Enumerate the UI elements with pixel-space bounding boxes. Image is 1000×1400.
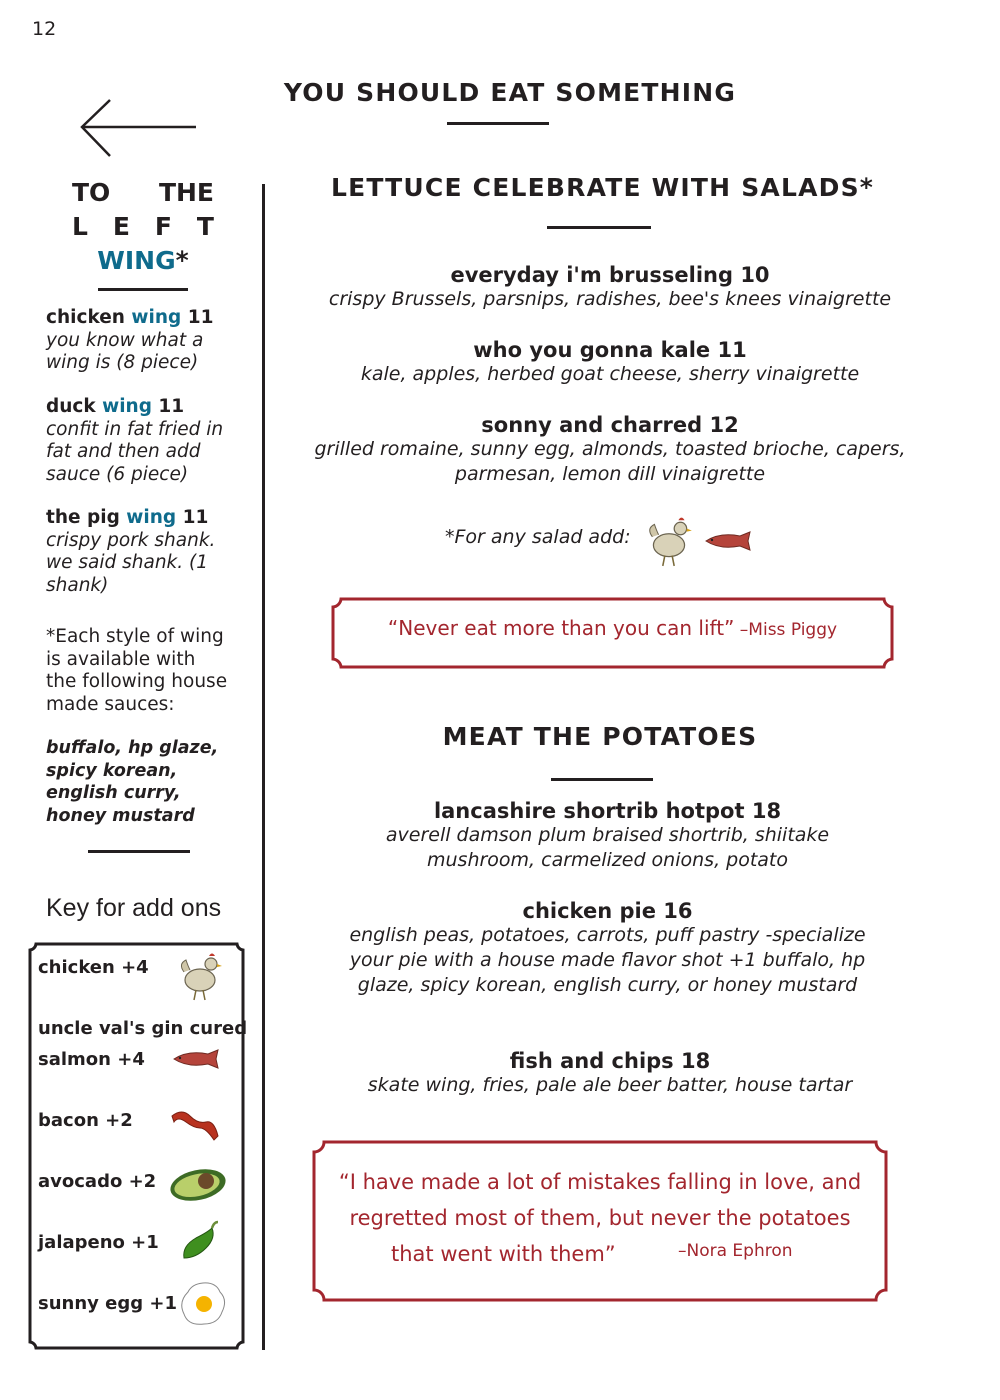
arrow-left-icon xyxy=(78,98,198,160)
menu-item xyxy=(300,413,920,487)
wings-title-word: THE xyxy=(158,178,214,207)
jalapeno-icon xyxy=(178,1220,222,1264)
key-egg-label: sunny egg +1 xyxy=(38,1293,178,1314)
dish-description: crispy Brussels, parsnips, radishes, bee's knees vinaigrette xyxy=(328,288,892,310)
dish-name: everyday i'm brusseling 10 xyxy=(450,263,770,287)
sauce-list: buffalo, hp glaze, spicy korean, english curry, honey mustard xyxy=(46,738,219,826)
quote-line: “I have made a lot of mistakes falling in love, and xyxy=(338,1170,862,1194)
wing-price: 11 xyxy=(181,307,214,328)
title-divider xyxy=(447,122,549,125)
avocado-icon xyxy=(168,1165,228,1205)
wing-description: you know what a wing is (8 piece) xyxy=(46,329,204,373)
dish-description: kale, apples, herbed goat cheese, sherry vinaigrette xyxy=(360,363,860,385)
wing-description: confit in fat fried in fat and then add sauce (6 piece) xyxy=(46,418,224,485)
page-number: 12 xyxy=(32,18,57,40)
quote-text: “Never eat more than you can lift” xyxy=(387,616,735,640)
key-salmon-label-line1: uncle val's gin cured xyxy=(38,1018,248,1039)
salad-addon-note: *For any salad add: xyxy=(445,526,631,548)
dish-description: english peas, potatoes, carrots, puff pastry -specialize your pie with a house made flavor shot +1 buffalo, hp glaze, spicy korean, english curry, or honey mustard xyxy=(349,924,866,996)
dish-name: who you gonna kale 11 xyxy=(473,338,747,362)
chicken-icon xyxy=(178,950,222,1002)
dish-name: sonny and charred 12 xyxy=(481,413,739,437)
wing-name: duck xyxy=(46,396,103,417)
quote-line: that went with them” xyxy=(391,1242,616,1266)
wings-divider xyxy=(98,288,188,291)
wings-title-letter: E xyxy=(112,212,130,241)
dish-name: fish and chips 18 xyxy=(509,1049,711,1073)
wing-name-highlight: wing xyxy=(131,307,182,328)
key-title: Key for add ons xyxy=(46,894,222,922)
potatoes-divider xyxy=(551,778,653,781)
wing-name: the pig xyxy=(46,507,127,528)
wing-item xyxy=(46,507,256,597)
quote-nora-ephron xyxy=(312,1164,888,1236)
wing-name: chicken xyxy=(46,307,132,328)
quote-line: regretted most of them, but never the potatoes xyxy=(349,1206,851,1230)
salads-section-title: LETTUCE CELEBRATE WITH SALADS* xyxy=(330,173,875,202)
key-chicken-label: chicken +4 xyxy=(38,957,149,978)
menu-item xyxy=(290,338,930,387)
wings-title-star: * xyxy=(175,246,189,275)
menu-item xyxy=(290,1049,930,1098)
page-title: YOU SHOULD EAT SOMETHING xyxy=(283,78,737,107)
wings-section-title xyxy=(72,176,214,278)
wing-description: crispy pork shank. we said shank. (1 shank) xyxy=(46,529,216,596)
key-salmon-label: salmon +4 xyxy=(38,1049,145,1070)
column-divider xyxy=(262,184,265,1350)
chicken-icon xyxy=(645,514,693,568)
menu-item xyxy=(290,263,930,312)
menu-item xyxy=(330,899,885,998)
egg-icon xyxy=(178,1280,228,1328)
dish-name: lancashire shortrib hotpot 18 xyxy=(433,799,782,823)
wings-title-word: TO xyxy=(72,178,111,207)
wing-item xyxy=(46,307,256,375)
salmon-icon xyxy=(701,530,759,552)
menu-item xyxy=(365,799,850,873)
dish-name: chicken pie 16 xyxy=(522,899,693,923)
dish-description: skate wing, fries, pale ale beer batter, house tartar xyxy=(367,1074,853,1096)
wings-title-letter: F xyxy=(154,212,172,241)
salmon-icon xyxy=(170,1048,226,1070)
wing-name-highlight: wing xyxy=(126,507,177,528)
quote-author: –Miss Piggy xyxy=(734,620,838,640)
quote-author: –Nora Ephron xyxy=(678,1241,793,1261)
wing-price: 11 xyxy=(176,507,209,528)
potatoes-section-title: MEAT THE POTATOES xyxy=(442,722,758,751)
quote-miss-piggy xyxy=(331,616,894,640)
wings-title-letter: T xyxy=(196,212,214,241)
salads-divider xyxy=(547,226,651,229)
wings-title-wing: WING xyxy=(97,246,176,275)
bacon-icon xyxy=(170,1108,220,1142)
wing-price: 11 xyxy=(151,396,185,417)
dish-description: averell damson plum braised shortrib, shiitake mushroom, carmelized onions, potato xyxy=(385,824,830,871)
key-jalapeno-label: jalapeno +1 xyxy=(38,1232,159,1253)
wing-item xyxy=(46,396,256,486)
wings-title-letter: L xyxy=(72,212,88,241)
wing-name-highlight: wing xyxy=(102,396,152,417)
sauce-divider xyxy=(88,850,190,853)
sauce-note: *Each style of wing is available with the following house made sauces: xyxy=(46,626,228,715)
key-avocado-label: avocado +2 xyxy=(38,1171,157,1192)
dish-description: grilled romaine, sunny egg, almonds, toasted brioche, capers, parmesan, lemon dill vinaigrette xyxy=(314,438,906,485)
key-bacon-label: bacon +2 xyxy=(38,1110,133,1131)
